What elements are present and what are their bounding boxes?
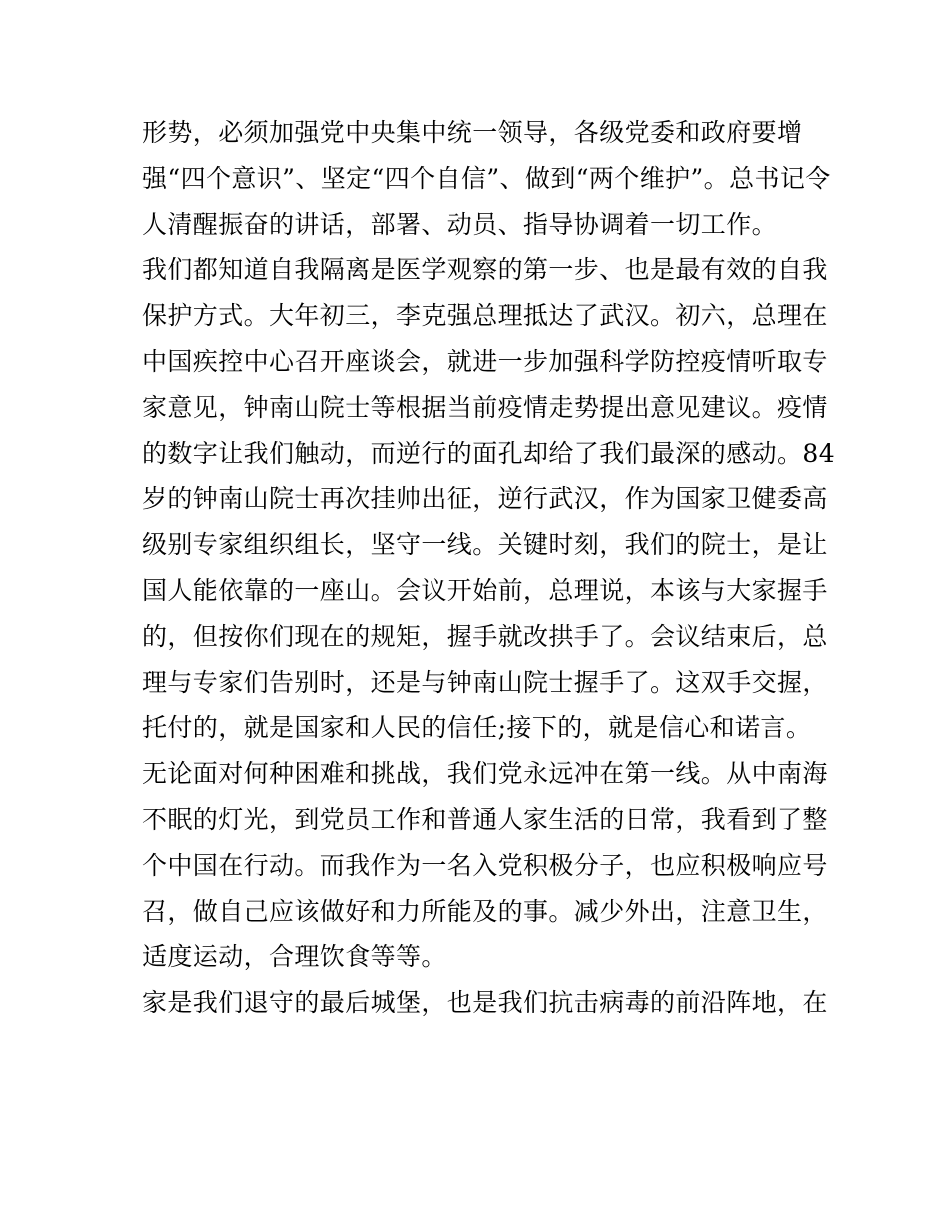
text-line: 的数字让我们触动，而逆行的面孔却给了我们最深的感动。84: [142, 438, 836, 468]
text-line: 级别专家组织组长，坚守一线。关键时刻，我们的院士，是让: [142, 530, 828, 560]
text-line: 我们都知道自我隔离是医学观察的第一步、也是最有效的自我: [142, 255, 828, 285]
text-line: 个中国在行动。而我作为一名入党积极分子，也应积极响应号: [142, 850, 828, 880]
text-line: 无论面对何种困难和挑战，我们党永远冲在第一线。从中南海: [142, 759, 828, 789]
text-line: 不眠的灯光，到党员工作和普通人家生活的日常，我看到了整: [142, 804, 828, 834]
text-line: 人清醒振奋的讲话，部署、动员、指导协调着一切工作。: [142, 209, 778, 239]
text-line: 的，但按你们现在的规矩，握手就改拱手了。会议结束后，总: [142, 621, 828, 651]
text-line: 岁的钟南山院士再次挂帅出征，逆行武汉，作为国家卫健委高: [142, 484, 828, 514]
text-line: 家是我们退守的最后城堡，也是我们抗击病毒的前沿阵地，在: [142, 988, 828, 1018]
text-line: 国人能依靠的一座山。会议开始前，总理说，本该与大家握手: [142, 575, 828, 605]
text-line: 适度运动，合理饮食等等。: [142, 942, 447, 972]
text-line: 形势，必须加强党中央集中统一领导，各级党委和政府要增: [142, 118, 803, 147]
text-line: 强“四个意识”、坚定“四个自信”、做到“两个维护”。总书记令: [142, 163, 831, 193]
text-line: 家意见，钟南山院士等根据当前疫情走势提出意见建议。疫情: [142, 392, 828, 422]
text-line: 保护方式。大年初三，李克强总理抵达了武汉。初六，总理在: [142, 301, 828, 331]
text-line: 托付的，就是国家和人民的信任;接下的，就是信心和诺言。: [142, 713, 812, 743]
text-line: 召，做自己应该做好和力所能及的事。减少外出，注意卫生，: [142, 896, 828, 926]
text-line: 中国疾控中心召开座谈会，就进一步加强科学防控疫情听取专: [142, 346, 828, 376]
text-line: 理与专家们告别时，还是与钟南山院士握手了。这双手交握，: [142, 667, 828, 697]
body-text: [142, 110, 836, 1026]
